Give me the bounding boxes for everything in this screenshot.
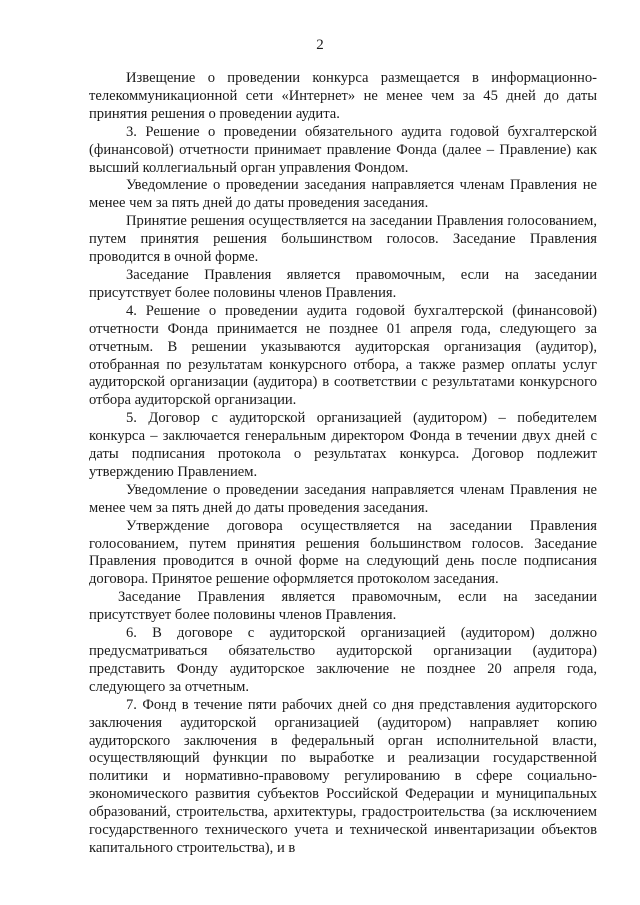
paragraph-5-auditor-contract: 5. Договор с аудиторской организацией (аудитором) – победителем конкурса – заключается генеральным директором Фонда в течении двух дней с даты подписания протокола о результатах конкурса. Договор подлежит утверждению Правлением.: [89, 410, 597, 480]
paragraph-6-audit-report-deadline: 6. В договоре с аудиторской организацией (аудитором) должно предусматриваться обязательство аудиторской организации (аудитора) представить Фонду аудиторское заключение не позднее 20 апреля года, следующего за отчетным.: [89, 625, 597, 695]
paragraph-4-audit-deadline: 4. Решение о проведении аудита годовой бухгалтерской (финансовой) отчетности Фонда принимается не позднее 01 апреля года, следующего за отчетным. В решении указываются аудиторская организация (аудитор), отобранная по результатам конкурсного отбора, а также размер оплаты услуг аудиторской организации (аудитора) в соответствии с результатами конкурсного отбора аудиторской организации.: [89, 302, 597, 409]
paragraph-meeting-notification: Уведомление о проведении заседания направляется членам Правления не менее чем за пять дней до даты проведения заседания.: [89, 177, 597, 212]
paragraph-contest-notice: Извещение о проведении конкурса размещается в информационно-телекоммуникационной сети «Интернет» не менее чем за 45 дней до даты принятия решения о проведении аудита.: [89, 70, 597, 122]
paragraph-meeting-notification-2: Уведомление о проведении заседания направляется членам Правления не менее чем за пять дней до даты проведения заседания.: [89, 481, 597, 516]
page-number: 2: [316, 37, 324, 53]
paragraph-quorum: Заседание Правления является правомочным, если на заседании присутствует более половины членов Правления.: [89, 266, 597, 301]
paragraph-3-audit-decision: 3. Решение о проведении обязательного аудита годовой бухгалтерской (финансовой) отчетности принимает правление Фонда (далее – Правление) как высший коллегиальный орган управления Фондом.: [89, 123, 597, 176]
paragraph-7-report-submission: 7. Фонд в течение пяти рабочих дней со дня представления аудиторского заключения аудиторской организацией (аудитором) направляет копию аудиторского заключения в федеральный орган исполнительной власти, осуществляющий функции по выработке и реализации государственной политики и нормативно-правовому регулированию в сфере социально-экономического развития субъектов Российской Федерации и муниципальных образований, строительства, архитектуры, градостроительства (за исключением государственного технического учета и технической инвентаризации объектов капитального строительства), и в: [89, 696, 597, 856]
paragraph-quorum-2: Заседание Правления является правомочным, если на заседании присутствует более половины членов Правления.: [89, 589, 597, 624]
paragraph-contract-approval: Утверждение договора осуществляется на заседании Правления голосованием, путем принятия решения большинством голосов. Заседание Правления проводится в очной форме на следующий день после подписания договора. Принятое решение оформляется протоколом заседания.: [89, 517, 597, 588]
document-body: [89, 70, 597, 858]
paragraph-decision-voting: Принятие решения осуществляется на заседании Правления голосованием, путем принятия решения большинством голосов. Заседание Правления проводится в очной форме.: [89, 213, 597, 266]
